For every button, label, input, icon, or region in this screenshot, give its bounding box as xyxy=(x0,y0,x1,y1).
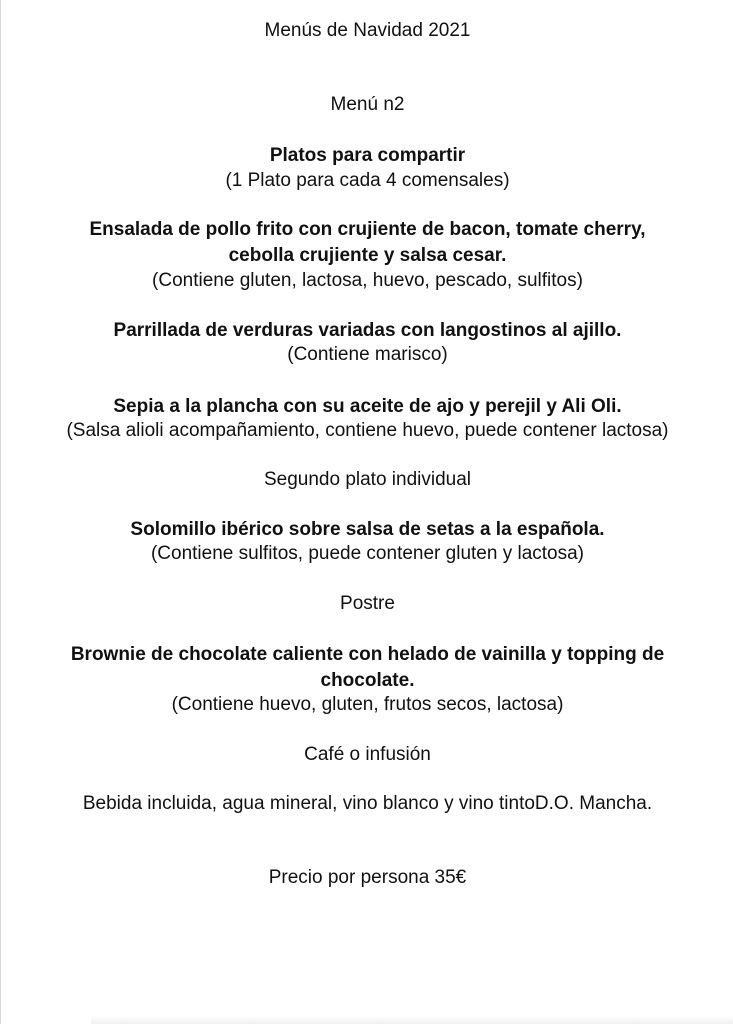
dessert-name-line-2: chocolate. xyxy=(320,670,415,691)
coffee-line: Café o infusión xyxy=(304,744,431,765)
dessert-allergens: (Contiene huevo, gluten, frutos secos, lactosa) xyxy=(171,694,564,715)
dessert-name-line-1: Brownie de chocolate caliente con helado de vainilla y topping de xyxy=(70,644,665,665)
drinks-line: Bebida incluida, agua mineral, vino blanco y vino tintoD.O. Mancha. xyxy=(82,793,653,814)
second-course-allergens: (Contiene sulfitos, puede contener gluten y lactosa) xyxy=(150,543,585,564)
dish-3-name: Sepia a la plancha con su aceite de ajo y perejil y Ali Oli. xyxy=(113,396,622,417)
sharing-note: (1 Plato para cada 4 comensales) xyxy=(225,170,510,191)
price-line: Precio por persona 35€ xyxy=(268,867,467,888)
dish-2-allergens: (Contiene marisco) xyxy=(287,344,448,365)
dish-2-name: Parrillada de verduras variadas con langostinos al ajillo. xyxy=(113,320,622,341)
sharing-heading: Platos para compartir xyxy=(269,145,466,166)
page-shadow xyxy=(91,1016,733,1024)
dish-1-allergens: (Contiene gluten, lactosa, huevo, pescado, sulfitos) xyxy=(152,270,583,291)
menu-title: Menú n2 xyxy=(330,94,405,115)
dish-3-allergens: (Salsa alioli acompañamiento, contiene huevo, puede contener lactosa) xyxy=(66,420,669,441)
second-course-heading: Segundo plato individual xyxy=(263,469,472,490)
dessert-heading: Postre xyxy=(340,593,395,614)
second-course-name: Solomillo ibérico sobre salsa de setas a la española. xyxy=(130,519,605,540)
document-header: Menús de Navidad 2021 xyxy=(264,20,471,41)
dish-1-name-line-1: Ensalada de pollo frito con crujiente de bacon, tomate cherry, xyxy=(89,219,646,240)
dish-1-name-line-2: cebolla crujiente y salsa cesar. xyxy=(228,245,507,266)
